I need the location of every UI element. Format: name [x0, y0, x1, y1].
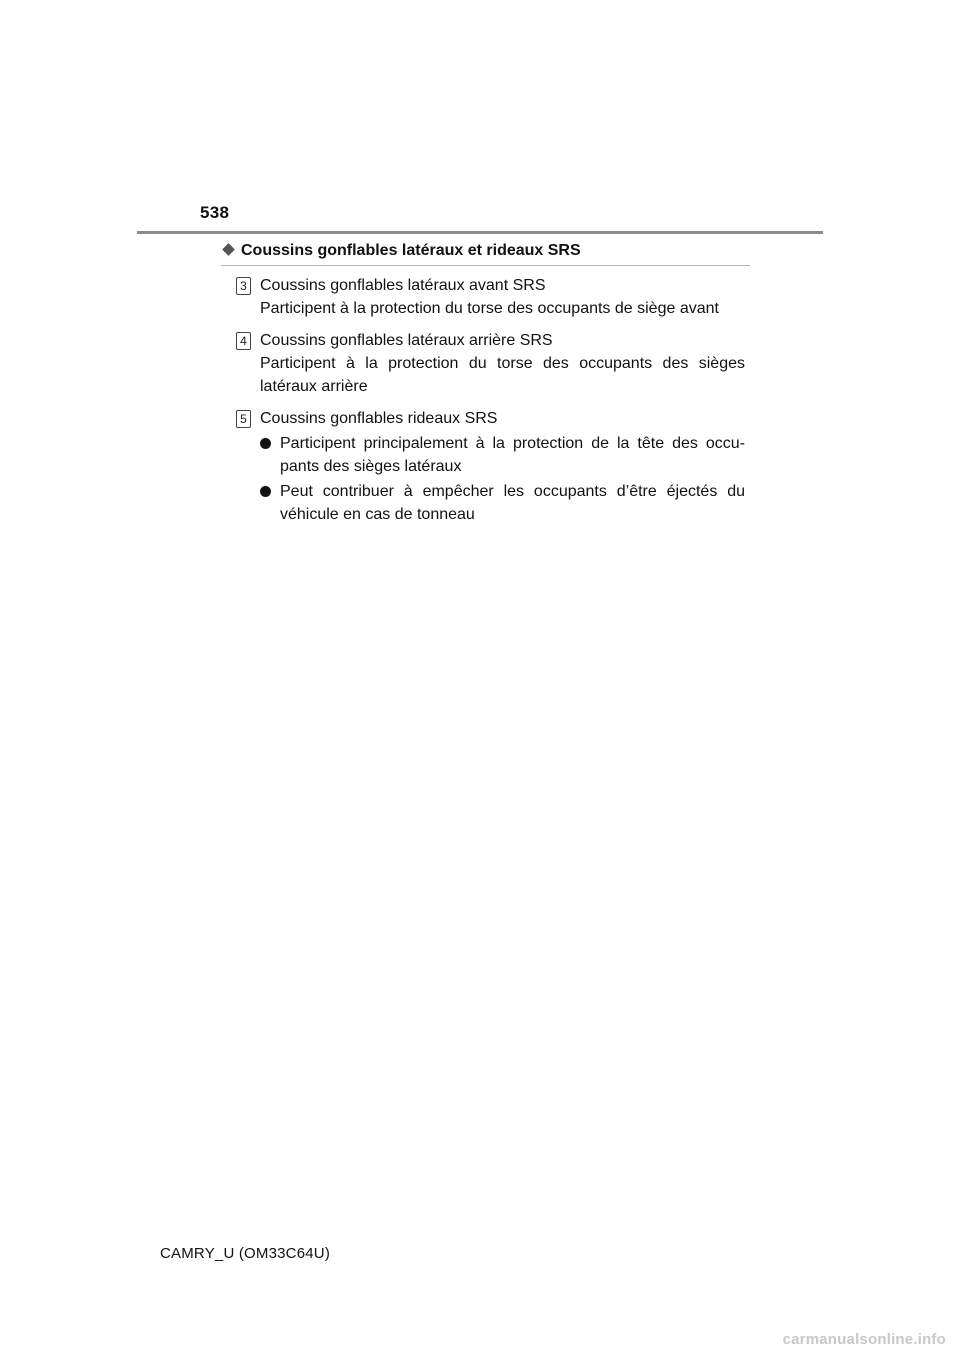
page-number: 538 [200, 203, 230, 222]
list-item [236, 329, 745, 398]
section-heading [221, 242, 581, 260]
filled-circle-icon [260, 486, 271, 497]
list-item [236, 407, 745, 526]
item-title: Coussins gonflables latéraux arrière SRS [260, 332, 553, 349]
bullet-text: Participent principalement à la protection de la tête des occu- pants des sièges latéraux [280, 435, 745, 475]
number-box-icon: 3 [236, 277, 251, 295]
diamond-icon [222, 243, 235, 256]
filled-circle-icon [260, 438, 271, 449]
heading-rule [221, 265, 750, 266]
number-box-icon: 4 [236, 332, 251, 350]
item-title: Coussins gonflables latéraux avant SRS [260, 277, 546, 294]
item-description: Participent à la protection du torse des occupants des sièges latéraux arrière [260, 355, 745, 395]
item-description: Participent à la protection du torse des occupants de siège avant [260, 300, 719, 317]
bullet-item [260, 480, 745, 526]
top-rule [137, 231, 823, 234]
section-heading-text: Coussins gonflables latéraux et rideaux SRS [241, 242, 581, 259]
bullet-text: Peut contribuer à empêcher les occupants d’être éjectés du véhicule en cas de tonneau [280, 483, 745, 523]
number-box-icon: 5 [236, 410, 251, 428]
watermark: carmanualsonline.info [782, 1331, 946, 1348]
footer-model-code: CAMRY_U (OM33C64U) [160, 1245, 331, 1262]
list-item [236, 274, 745, 320]
bullet-item [260, 432, 745, 478]
item-title: Coussins gonflables rideaux SRS [260, 410, 498, 427]
section-content [236, 274, 745, 535]
